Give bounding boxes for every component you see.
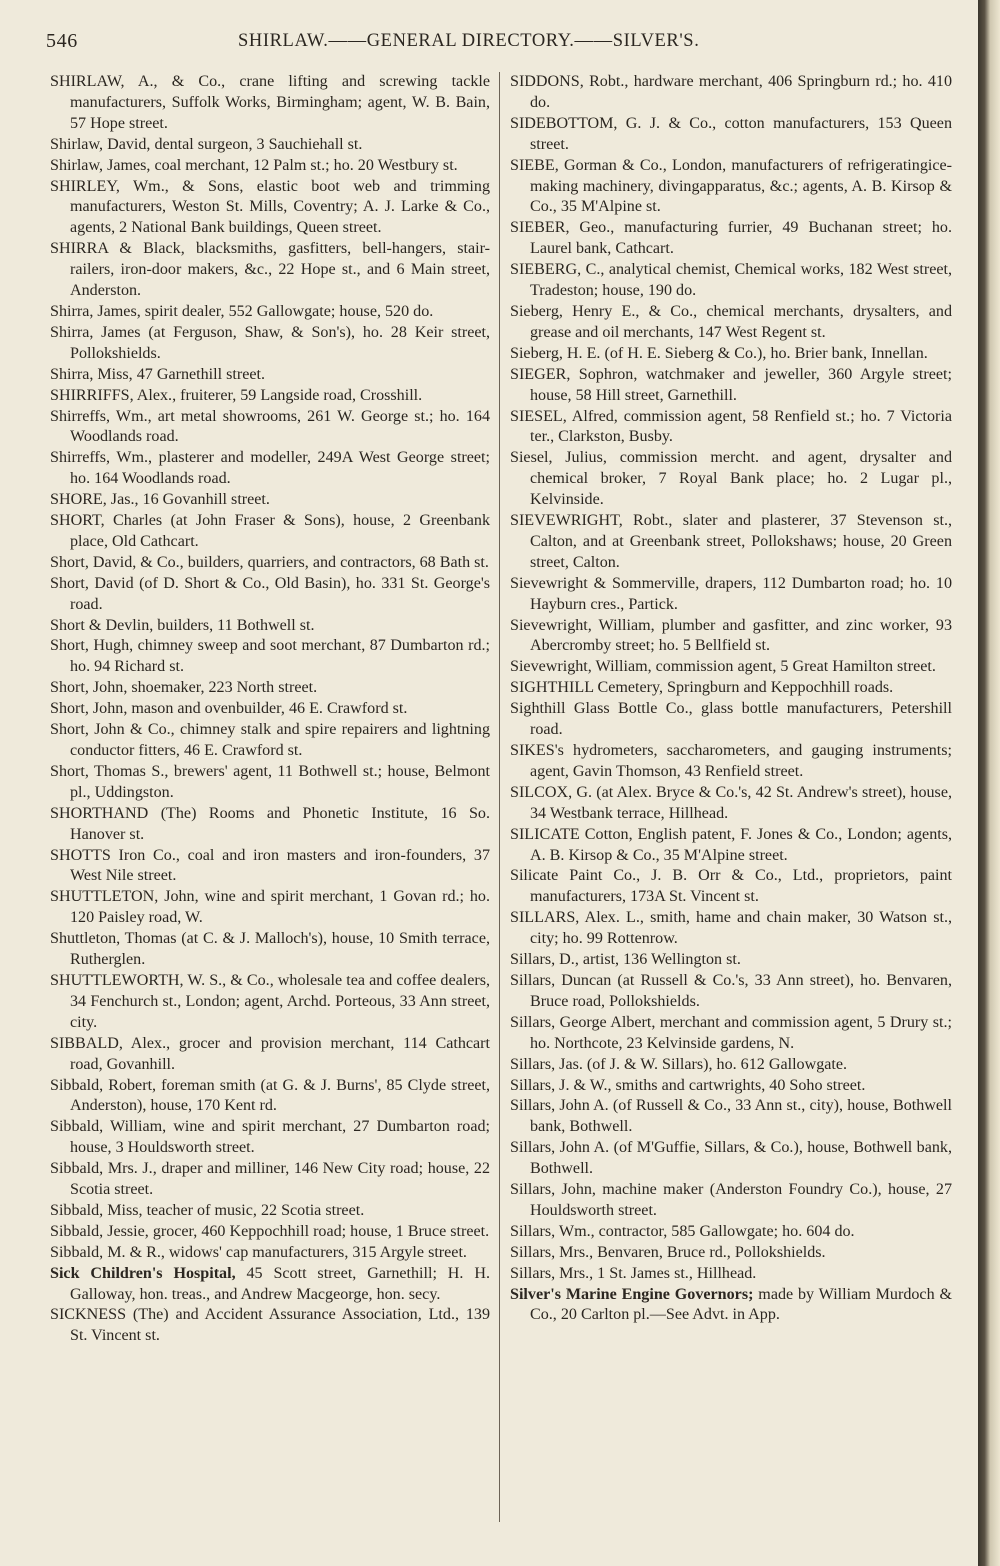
directory-entry: SIDDONS, Robt., hardware merchant, 406 Springburn rd.; ho. 410 do. [510, 73, 952, 111]
directory-entry: SIKES's hydrometers, saccharometers, and gauging instruments; agent, Gavin Thomson, 43 Renfield street. [510, 742, 952, 780]
directory-entry: SILCOX, G. (at Alex. Bryce & Co.'s, 42 St. Andrew's street), house, 34 Westbank terrace, Hillhead. [510, 783, 952, 822]
directory-entry: Short, John, mason and ovenbuilder, 46 E. Crawford st. [50, 700, 408, 718]
directory-entry: Sillars, Duncan (at Russell & Co.'s, 33 Ann street), ho. Benvaren, Bruce road, Pollokshields. [510, 971, 952, 1010]
directory-entry: SIDEBOTTOM, G. J. & Co., cotton manufacturers, 153 Queen street. [510, 114, 952, 153]
column-divider [499, 72, 500, 1522]
directory-entry: Short, David, & Co., builders, quarriers, and contractors, 68 Bath st. [50, 553, 489, 571]
directory-entry: Sillars, John A. (of Russell & Co., 33 Ann st., city), house, Bothwell bank, Bothwell. [510, 1097, 952, 1136]
directory-entry: SICKNESS (The) and Accident Assurance Association, Ltd., 139 St. Vincent st. [50, 1306, 490, 1345]
directory-entry: SHORTHAND (The) Rooms and Phonetic Institute, 16 So. Hanover st. [50, 804, 490, 843]
directory-entry: SHIRRA & Black, blacksmiths, gasfitters, bell-hangers, stair-railers, iron-door makers, &c., 22 Hope st., and 6 Main street, Anderston. [50, 240, 490, 300]
directory-entry: SIBBALD, Alex., grocer and provision merchant, 114 Cathcart road, Govanhill. [50, 1034, 490, 1073]
directory-entry: Sillars, Jas. (of J. & W. Sillars), ho. 612 Gallowgate. [510, 1055, 848, 1073]
directory-entry: Sillars, Wm., contractor, 585 Gallowgate; ho. 604 do. [510, 1222, 855, 1240]
directory-entry: SIESEL, Alfred, commission agent, 58 Renfield st.; ho. 7 Victoria ter., Clarkston, Busby. [510, 407, 952, 446]
directory-entry: Short, Thomas S., brewers' agent, 11 Bothwell st.; house, Belmont pl., Uddingston. [50, 762, 490, 801]
directory-entry: Short, David (of D. Short & Co., Old Basin), ho. 331 St. George's road. [50, 574, 490, 613]
directory-entry: Shirra, James (at Ferguson, Shaw, & Son's), ho. 28 Keir street, Pollokshields. [50, 323, 490, 362]
entry-lead: Silver's Marine Engine Governors; [510, 1285, 754, 1303]
directory-entry: Sillars, Mrs., Benvaren, Bruce rd., Pollokshields. [510, 1243, 826, 1261]
directory-entry: Siesel, Julius, commission mercht. and agent, drysalter and chemical broker, 7 Royal Bank place; ho. 2 Lugar pl., Kelvinside. [510, 449, 952, 509]
directory-entry: SIEBE, Gorman & Co., London, manufacturers of refrigeratingice-making machinery, divingapparatus, &c.; agents, A. B. Kirsop & Co., 35 M'Alpine st. [510, 156, 952, 216]
directory-entry: Sillars, George Albert, merchant and commission agent, 5 Drury st.; ho. Northcote, 23 Kelvinside gardens, N. [510, 1013, 952, 1052]
directory-entry: Silver's Marine Engine Governors; made by William Murdoch & Co., 20 Carlton pl.—See Advt. in App. [510, 1285, 952, 1324]
directory-entry: Sibbald, Jessie, grocer, 460 Keppochhill road; house, 1 Bruce street. [50, 1222, 490, 1240]
directory-entry: SILLARS, Alex. L., smith, hame and chain maker, 30 Watson st., city; ho. 99 Rottenrow. [510, 909, 952, 948]
directory-entry: SIGHTHILL Cemetery, Springburn and Keppochhill roads. [510, 679, 894, 697]
directory-entry: Shuttleton, Thomas (at C. & J. Malloch's), house, 10 Smith terrace, Rutherglen. [50, 930, 490, 969]
directory-entry: SIEBER, Geo., manufacturing furrier, 49 Buchanan street; ho. Laurel bank, Cathcart. [510, 219, 952, 258]
directory-entry: Short, Hugh, chimney sweep and soot merchant, 87 Dumbarton rd.; ho. 94 Richard st. [50, 637, 490, 676]
directory-entry: Sievewright, William, plumber and gasfitter, and zinc worker, 93 Abercromby street; ho. 5 Bellfield st. [510, 616, 952, 655]
directory-entry: SHIRLEY, Wm., & Sons, elastic boot web and trimming manufacturers, Weston St. Mills, Coventry; A. J. Larke & Co., agents, 2 National Bank buildings, Queen street. [50, 177, 490, 237]
directory-entry: SHOTTS Iron Co., coal and iron masters and iron-founders, 37 West Nile street. [50, 846, 490, 885]
directory-entry: Shirra, James, spirit dealer, 552 Gallowgate; house, 520 do. [50, 302, 434, 320]
directory-entry: Shirra, Miss, 47 Garnethill street. [50, 365, 265, 383]
entry-lead: Sick Children's Hospital, [50, 1264, 236, 1282]
directory-entry: SHIRLAW, A., & Co., crane lifting and screwing tackle manufacturers, Suffolk Works, Birmingham; agent, W. B. Bain, 57 Hope street. [50, 73, 490, 132]
directory-entry: SHUTTLETON, John, wine and spirit merchant, 1 Govan rd.; ho. 120 Paisley road, W. [50, 888, 490, 927]
directory-entry: Sievewright, William, commission agent, 5 Great Hamilton street. [510, 658, 936, 676]
page-number: 546 [46, 30, 78, 52]
directory-entry: SIEGER, Sophron, watchmaker and jeweller, 360 Argyle street; house, 58 Hill street, Garnethill. [510, 365, 952, 404]
directory-entry: Sillars, D., artist, 136 Wellington st. [510, 951, 741, 969]
directory-entry: Short & Devlin, builders, 11 Bothwell st. [50, 616, 315, 634]
directory-entry: SILICATE Cotton, English patent, F. Jones & Co., London; agents, A. B. Kirsop & Co., 35 M'Alpine street. [510, 825, 952, 864]
directory-entry: Sibbald, Mrs. J., draper and milliner, 146 New City road; house, 22 Scotia street. [50, 1160, 490, 1199]
directory-entry: SHORE, Jas., 16 Govanhill street. [50, 491, 270, 509]
directory-entry: Short, John, shoemaker, 223 North street. [50, 679, 318, 697]
directory-entry: SHUTTLEWORTH, W. S., & Co., wholesale tea and coffee dealers, 34 Fenchurch st., London; agent, Archd. Porteous, 33 Ann street, city. [50, 971, 490, 1031]
directory-entry: Shirlaw, David, dental surgeon, 3 Sauchiehall st. [50, 135, 363, 153]
book-spine-edge [978, 0, 1000, 1566]
directory-entry: SIEBERG, C., analytical chemist, Chemical works, 182 West street, Tradeston; house, 190 do. [510, 261, 952, 300]
directory-entry: Sibbald, Miss, teacher of music, 22 Scotia street. [50, 1201, 365, 1219]
directory-entry: Sillars, J. & W., smiths and cartwrights, 40 Soho street. [510, 1076, 866, 1094]
directory-entry: Sibbald, M. & R., widows' cap manufacturers, 315 Argyle street. [50, 1243, 467, 1261]
directory-entry: Short, John & Co., chimney stalk and spire repairers and lightning conductor fitters, 46 E. Crawford st. [50, 721, 490, 759]
directory-entry: Sieberg, H. E. (of H. E. Sieberg & Co.), ho. Brier bank, Innellan. [510, 344, 928, 362]
directory-entry: Silicate Paint Co., J. B. Orr & Co., Ltd., proprietors, paint manufacturers, 173A St. Vincent st. [510, 867, 952, 906]
directory-entry: SHIRRIFFS, Alex., fruiterer, 59 Langside road, Crosshill. [50, 386, 423, 404]
directory-entry: Shirlaw, James, coal merchant, 12 Palm st.; ho. 20 Westbury st. [50, 156, 458, 174]
directory-entry: SIEVEWRIGHT, Robt., slater and plasterer, 37 Stevenson st., Calton, and at Greenbank street, Pollokshaws; house, 20 Green street, Calton. [510, 512, 952, 571]
directory-entry: Sighthill Glass Bottle Co., glass bottle manufacturers, Petershill road. [510, 700, 952, 739]
directory-entry: Sillars, John A. (of M'Guffie, Sillars, & Co.), house, Bothwell bank, Bothwell. [510, 1139, 952, 1178]
directory-entry: Sieberg, Henry E., & Co., chemical merchants, drysalters, and grease and oil merchants, 147 West Regent st. [510, 302, 952, 341]
directory-entry: Sillars, John, machine maker (Anderston Foundry Co.), house, 27 Houldsworth street. [510, 1181, 952, 1219]
directory-entry: Sibbald, William, wine and spirit merchant, 27 Dumbarton road; house, 3 Houldsworth street. [50, 1118, 490, 1157]
running-title: SHIRLAW.——GENERAL DIRECTORY.——SILVER'S. [238, 31, 700, 51]
directory-entry: Sillars, Mrs., 1 St. James st., Hillhead. [510, 1264, 757, 1282]
directory-entry: Shirreffs, Wm., plasterer and modeller, 249A West George street; ho. 164 Woodlands road. [50, 449, 490, 488]
page-header [46, 30, 966, 56]
directory-entry: Shirreffs, Wm., art metal showrooms, 261 W. George st.; ho. 164 Woodlands road. [50, 407, 490, 446]
left-column [50, 72, 490, 1347]
directory-entry: SHORT, Charles (at John Fraser & Sons), house, 2 Greenbank place, Old Cathcart. [50, 512, 490, 550]
directory-entry: Sick Children's Hospital, 45 Scott street, Garnethill; H. H. Galloway, hon. treas., and Andrew Macgeorge, hon. secy. [50, 1264, 490, 1303]
directory-entry: Sibbald, Robert, foreman smith (at G. & J. Burns', 85 Clyde street, Anderston), house, 170 Kent rd. [50, 1076, 490, 1115]
right-column [510, 72, 952, 1326]
directory-entry: Sievewright & Sommerville, drapers, 112 Dumbarton road; ho. 10 Hayburn cres., Partick. [510, 574, 952, 613]
